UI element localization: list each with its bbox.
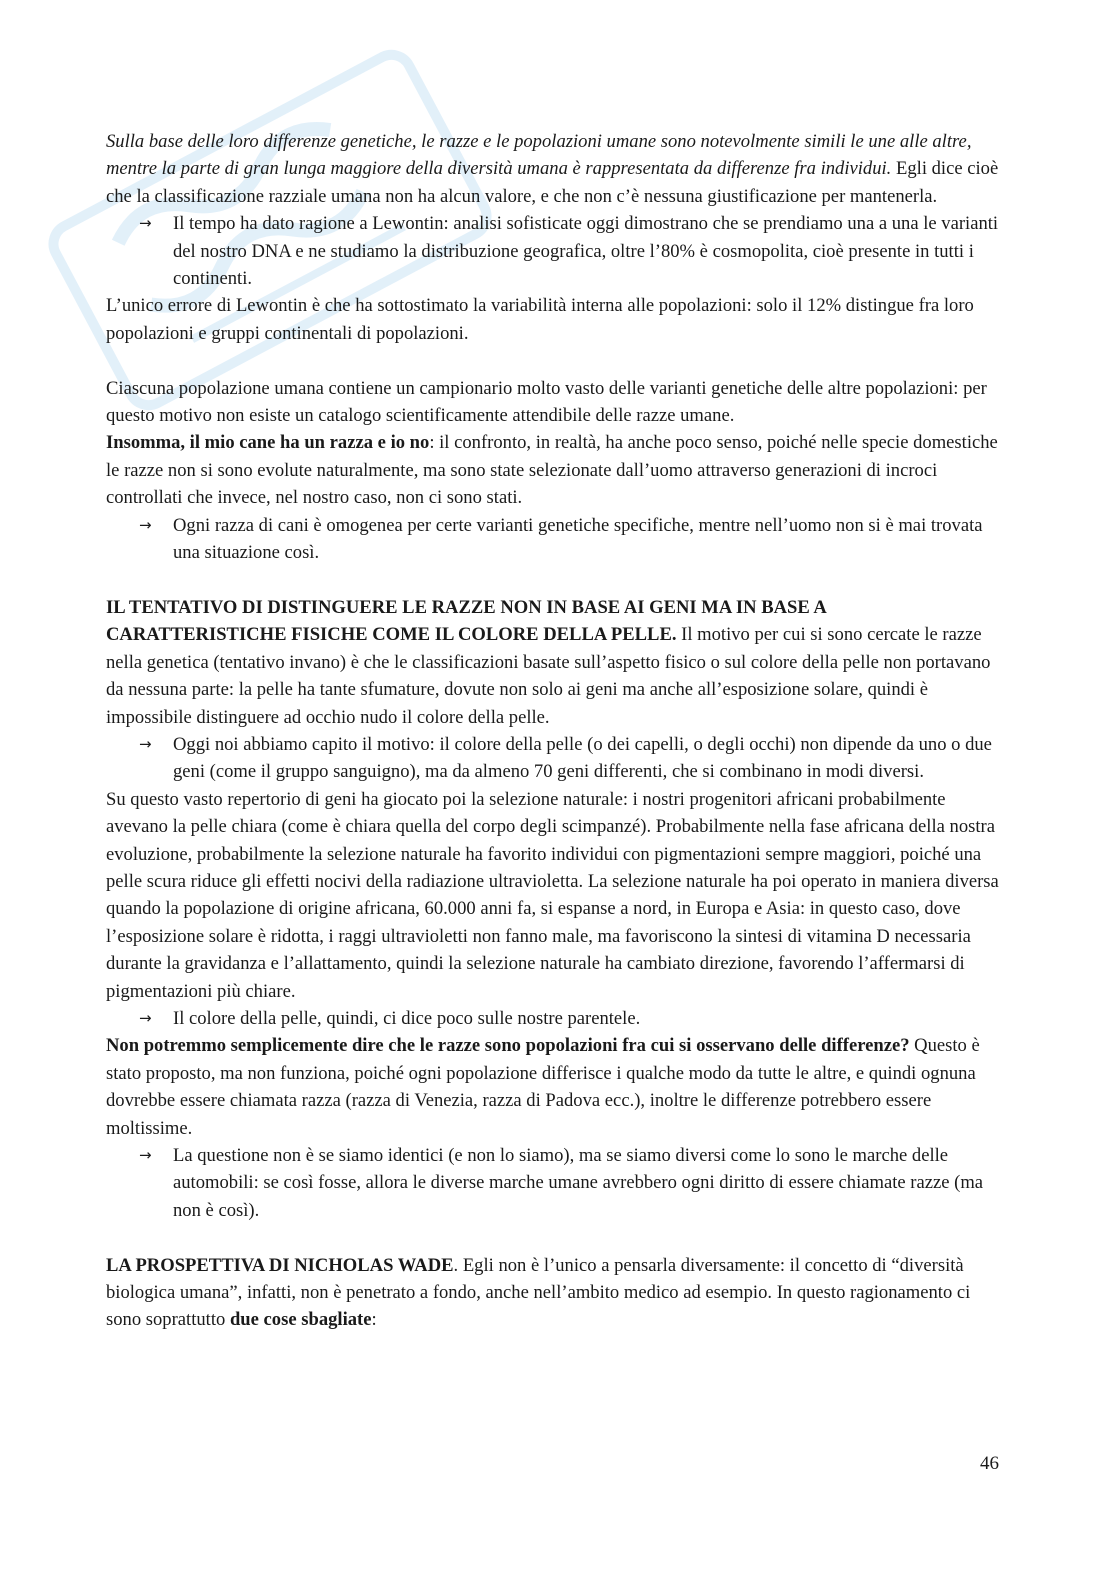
- paragraph-text: Egli dice cioè che la classificazione razziale umana non ha alcun valore, e che non c’è nessuna giustificazione per mantenerla.: [106, 158, 999, 207]
- paragraph-text: Questo è stato proposto, ma non funziona, poiché ogni popolazione differisce i qualche modo da tutte le altre, e quindi ognuna dovrebbe essere chiamata razza (razza di Venezia, razza di Padova ecc.), inoltre le differenze potrebbero essere moltissime.: [106, 1035, 980, 1139]
- arrow-point-text: Il colore della pelle, quindi, ci dice poco sulle nostre parentele.: [173, 1007, 641, 1029]
- arrow-point-text: Il tempo ha dato ragione a Lewontin: analisi sofisticate oggi dimostrano che se prendiamo una a una le varianti del nostro DNA e ne studiamo la distribuzione geografica, oltre l’80% è cosmopolita, cioè presente in tutti i continenti.: [173, 213, 999, 290]
- paragraph: [106, 1252, 1006, 1334]
- arrow-icon: →: [139, 1146, 152, 1164]
- arrow-point-text: Oggi noi abbiamo capito il motivo: il colore della pelle (o dei capelli, o degli occhi) non dipende da uno o due geni (come il gruppo sanguigno), ma da almeno 70 geni differenti, che si combinano in modi diversi.: [173, 733, 992, 783]
- section-heading: IL TENTATIVO DI DISTINGUERE LE RAZZE NON IN BASE AI GENI MA IN BASE A CARATTERISTICHE FISICHE COME IL COLORE DELLA PELLE.: [106, 596, 826, 646]
- arrow-icon: →: [139, 214, 152, 233]
- paragraph: L’unico errore di Lewontin è che ha sottostimato la variabilità interna alle popolazioni: solo il 12% distingue fra loro popolazioni e gruppi continentali di popolazioni.: [106, 295, 974, 344]
- arrow-point: [106, 1142, 1006, 1224]
- paragraph-text: :: [371, 1309, 377, 1331]
- arrow-point: [106, 731, 1006, 786]
- arrow-icon: →: [139, 734, 152, 753]
- arrow-point-text: Ogni razza di cani è omogenea per certe varianti genetiche specifiche, mentre nell’uomo non si è mai trovata una situazione così.: [173, 514, 983, 564]
- paragraph-text: Ciascuna popolazione umana contiene un campionario molto vasto delle varianti genetiche delle altre popolazioni: per questo motivo non esiste un catalogo scientificamente attendibile delle razze umane.: [106, 377, 987, 427]
- bold-lead: Insomma, il mio cane ha un razza e io no: [106, 432, 430, 454]
- section-heading: LA PROSPETTIVA DI NICHOLAS WADE: [106, 1254, 454, 1276]
- arrow-point: [106, 1005, 1006, 1032]
- italic-quote: Sulla base delle loro differenze genetiche, le razze e le popolazioni umane sono notevolmente simili le une alle altre, mentre la parte di gran lunga maggiore della diversità umana è rappresentata da differenze fra individui.: [106, 131, 972, 180]
- arrow-point-text: La questione non è se siamo identici (e non lo siamo), ma se siamo diversi come lo sono le marche delle automobili: se così fosse, allora le diverse marche umane avrebbero ogni diritto di essere chiamate razze (ma non è così).: [173, 1145, 984, 1221]
- paragraph: [106, 128, 1006, 210]
- document-page: [106, 128, 1006, 1334]
- paragraph: Su questo vasto repertorio di geni ha giocato poi la selezione naturale: i nostri progenitori africani probabilmente avevano la pelle chiara (come è chiara quella del corpo degli scimpanzé). Probabilmente nella fase africana della nostra evoluzione, probabilmente la selezione naturale ha favorito individui con pigmentazioni sempre maggiori, poiché una pelle scura riduce gli effetti nocivi della radiazione ultravioletta. La selezione naturale ha poi operato in maniera diversa quando la popolazione di origine africana, 60.000 anni fa, si espanse a nord, in Europa e Asia: in questo caso, dove l’esposizione solare è ridotta, i raggi ultravioletti non fanno male, ma favoriscono la sintesi di vitamina D necessaria durante la gravidanza e l’allattamento, quindi la selezione naturale ha cambiato direzione, favorendo l’affermarsi di pigmentazioni più chiare.: [106, 788, 999, 1002]
- paragraph-text: : il confronto, in realtà, ha anche poco senso, poiché nelle specie domestiche le razze non si sono evolute naturalmente, ma sono state selezionate dall’uomo attraverso generazioni di incroci controllati che invece, nel nostro caso, non ci sono stati.: [106, 432, 998, 509]
- arrow-icon: →: [139, 1008, 152, 1027]
- arrow-icon: →: [139, 515, 152, 534]
- paragraph-text: Il motivo per cui si sono cercate le razze nella genetica (tentativo invano) è che le classificazioni basate sull’aspetto fisico o sul colore della pelle non portavano da nessuna parte: la pelle ha tante sfumature, dovute non solo ai geni ma anche all’esposizione solare, quindi è impossibile distinguere ad occhio nudo il colore della pelle.: [106, 624, 991, 728]
- paragraph: [106, 1032, 1006, 1142]
- paragraph: [106, 375, 1006, 512]
- page-number: 46: [980, 1453, 999, 1474]
- paragraph: [106, 594, 1006, 731]
- bold-phrase: due cose sbagliate: [229, 1309, 372, 1331]
- arrow-point: [106, 210, 1006, 292]
- bold-question: Non potremmo semplicemente dire che le razze sono popolazioni fra cui si osservano delle differenze?: [106, 1035, 910, 1057]
- paragraph-text: . Egli non è l’unico a pensarla diversamente: il concetto di “diversità biologica umana”, infatti, non è penetrato a fondo, anche nell’ambito medico ad esempio. In questo ragionamento ci sono soprattutto: [106, 1254, 971, 1331]
- arrow-point: [106, 512, 1006, 567]
